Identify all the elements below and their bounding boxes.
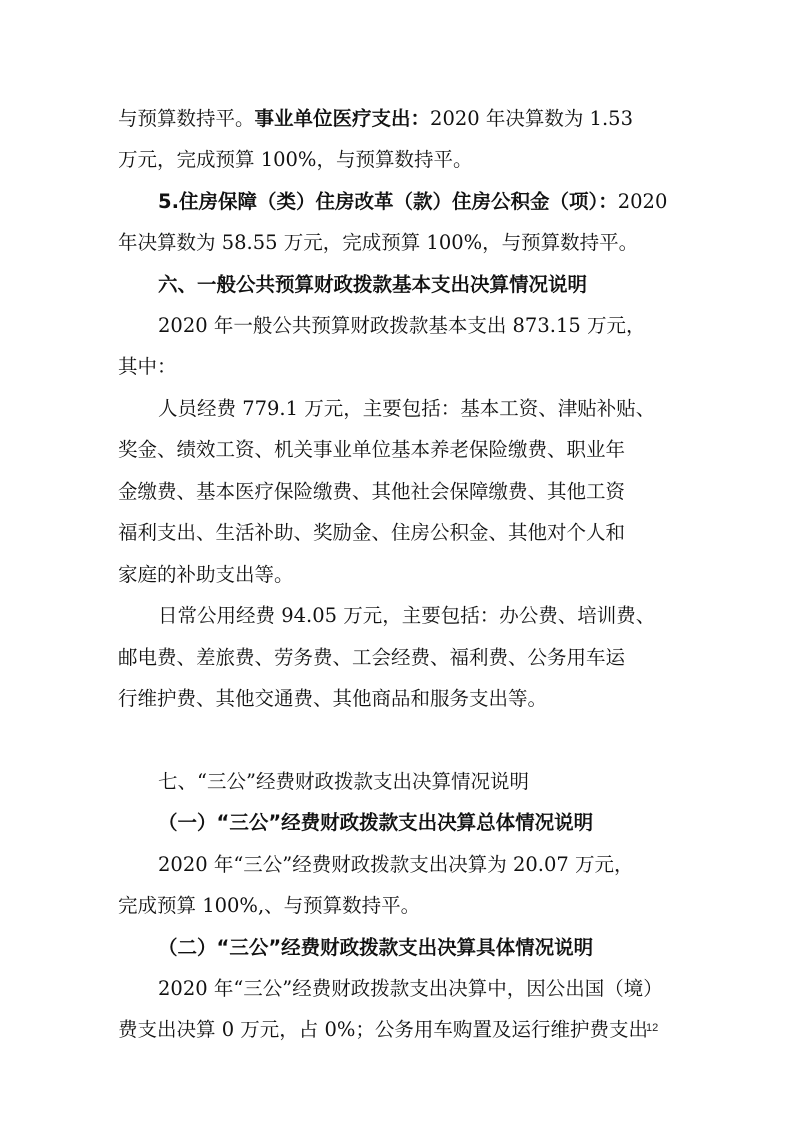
subsection-heading: （二）“三公”经费财政拨款支出决算具体情况说明 — [158, 936, 594, 959]
text-line: 其中： — [118, 355, 177, 378]
section-heading: 七、“三公”经费财政拨款支出决算情况说明 — [158, 770, 529, 793]
text-line: 费支出决算 0 万元，占 0%；公务用车购置及运行维护费支出 — [118, 1018, 648, 1041]
text-span: 2020 — [617, 190, 668, 213]
text-line: 完成预算 100%,、与预算数持平。 — [118, 894, 421, 917]
text-line: 金缴费、基本医疗保险缴费、其他社会保障缴费、其他工资 — [118, 480, 626, 503]
text-line — [118, 105, 676, 133]
text-line: 年决算数为 58.55 万元，完成预算 100%，与预算数持平。 — [118, 231, 639, 254]
bold-label: 5.住房保障（类）住房改革（款）住房公积金（项）： — [158, 190, 618, 213]
text-line: 奖金、绩效工资、机关事业单位基本养老保险缴费、职业年 — [118, 438, 626, 461]
text-line — [158, 188, 676, 216]
text-line: 2020 年“三公”经费财政拨款支出决算为 20.07 万元， — [158, 853, 634, 876]
text-line: 万元，完成预算 100%，与预算数持平。 — [118, 148, 473, 171]
subsection-heading: （一）“三公”经费财政拨款支出决算总体情况说明 — [158, 811, 594, 834]
text-span: 2020 年决算数为 1.53 — [430, 107, 633, 130]
bold-label: 事业单位医疗支出： — [254, 107, 431, 130]
page-number: 12 — [646, 1022, 659, 1034]
text-line: 家庭的补助支出等。 — [118, 563, 294, 586]
text-line: 日常公用经费 94.05 万元，主要包括：办公费、培训费、 — [158, 604, 656, 627]
text-line: 人员经费 779.1 万元，主要包括：基本工资、津贴补贴、 — [158, 397, 656, 420]
text-line: 2020 年“三公”经费财政拨款支出决算中，因公出国（境） — [158, 977, 663, 1000]
text-line: 2020 年一般公共预算财政拨款基本支出 873.15 万元， — [158, 314, 646, 337]
text-span: 与预算数持平。 — [118, 107, 255, 130]
text-line: 邮电费、差旅费、劳务费、工会经费、福利费、公务用车运 — [118, 646, 626, 669]
text-line: 福利支出、生活补助、奖励金、住房公积金、其他对个人和 — [118, 521, 626, 544]
section-heading: 六、一般公共预算财政拨款基本支出决算情况说明 — [158, 273, 588, 296]
text-line: 行维护费、其他交通费、其他商品和服务支出等。 — [118, 687, 548, 710]
